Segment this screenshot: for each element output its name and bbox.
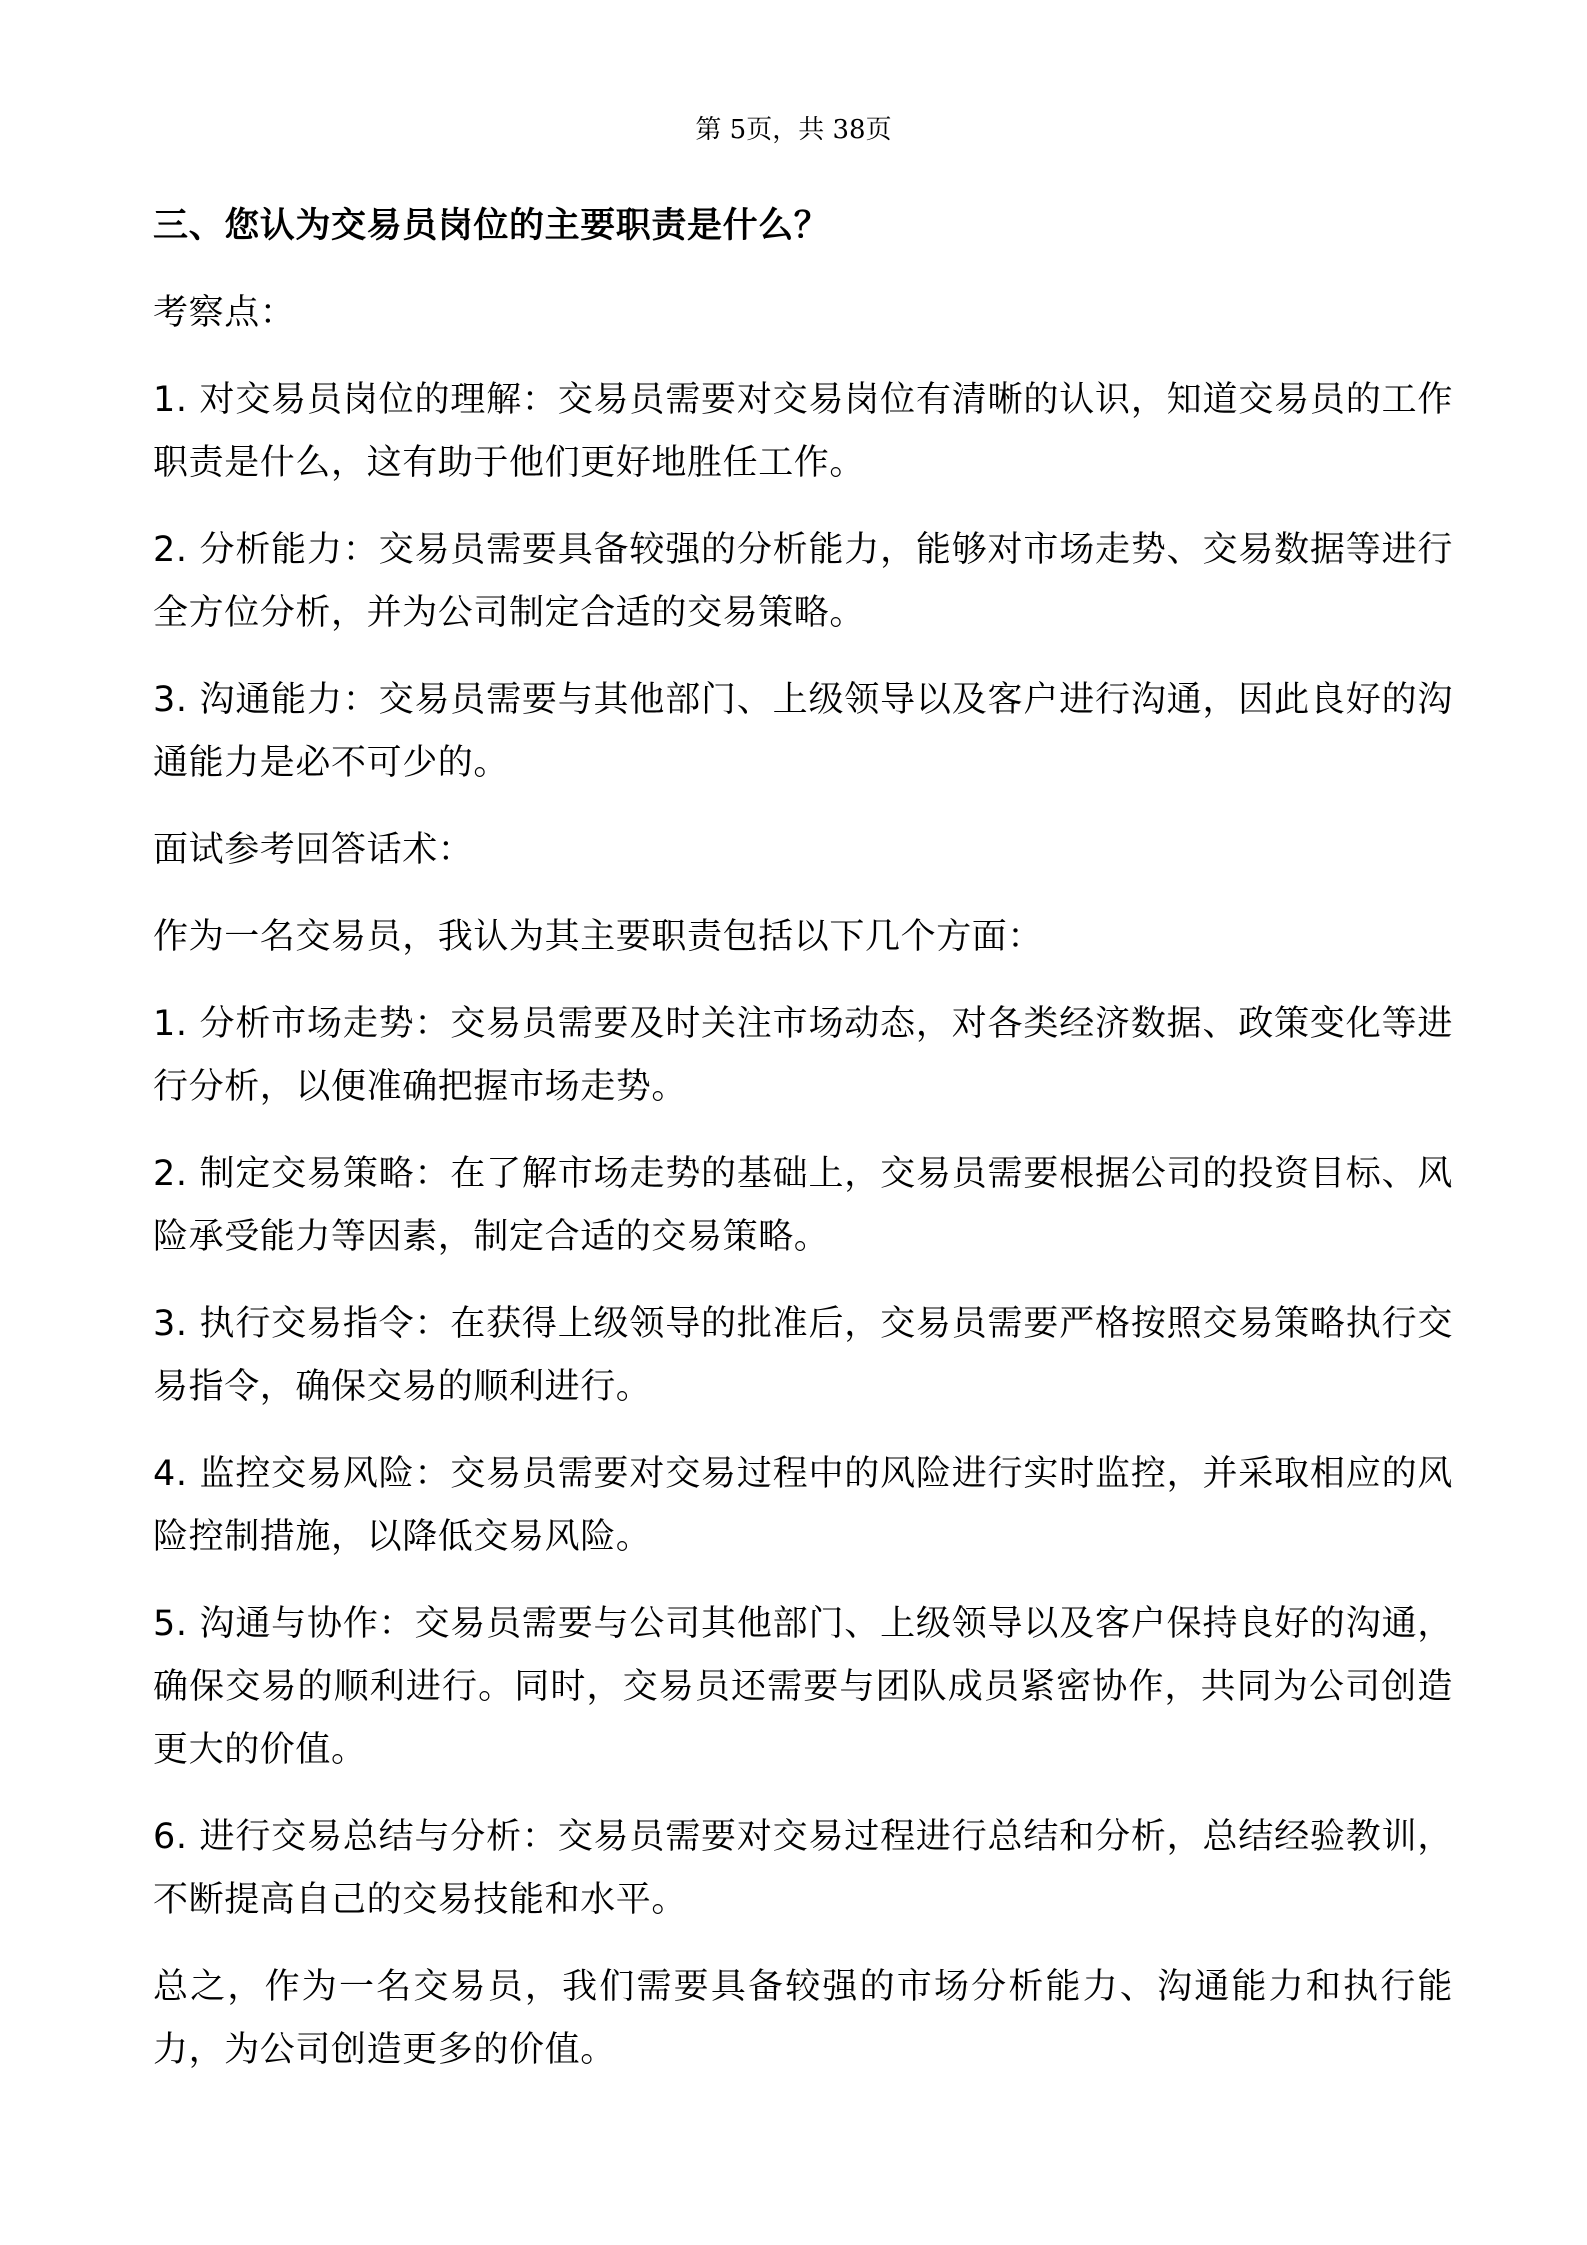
document-body bbox=[153, 195, 1453, 2082]
answer-point: 2. 制定交易策略：在了解市场走势的基础上，交易员需要根据公司的投资目标、风险承受能力等因素，制定合适的交易策略。 bbox=[153, 1154, 1453, 1257]
answer-point: 3. 执行交易指令：在获得上级领导的批准后，交易员需要严格按照交易策略执行交易指令，确保交易的顺利进行。 bbox=[153, 1304, 1453, 1407]
answer-point: 1. 分析市场走势：交易员需要及时关注市场动态，对各类经济数据、政策变化等进行分析，以便准确把握市场走势。 bbox=[153, 1004, 1453, 1107]
section-title: 三、您认为交易员岗位的主要职责是什么？ bbox=[153, 206, 830, 246]
answer-point: 6. 进行交易总结与分析：交易员需要对交易过程进行总结和分析，总结经验教训，不断提高自己的交易技能和水平。 bbox=[153, 1817, 1453, 1920]
answer-point: 4. 监控交易风险：交易员需要对交易过程中的风险进行实时监控，并采取相应的风险控制措施，以降低交易风险。 bbox=[153, 1454, 1453, 1557]
page-indicator: 第 5页，共 38页 bbox=[695, 115, 892, 145]
conclusion: 总之，作为一名交易员，我们需要具备较强的市场分析能力、沟通能力和执行能力，为公司创造更多的价值。 bbox=[153, 1967, 1453, 2070]
answer-intro: 作为一名交易员，我认为其主要职责包括以下几个方面： bbox=[153, 917, 1044, 957]
examination-point: 2. 分析能力：交易员需要具备较强的分析能力，能够对市场走势、交易数据等进行全方位分析，并为公司制定合适的交易策略。 bbox=[153, 530, 1453, 633]
examination-point: 3. 沟通能力：交易员需要与其他部门、上级领导以及客户进行沟通，因此良好的沟通能力是必不可少的。 bbox=[153, 680, 1453, 783]
answer-label: 面试参考回答话术： bbox=[153, 830, 474, 870]
examination-label: 考察点： bbox=[153, 293, 296, 333]
examination-point: 1. 对交易员岗位的理解：交易员需要对交易岗位有清晰的认识，知道交易员的工作职责是什么，这有助于他们更好地胜任工作。 bbox=[153, 380, 1453, 483]
answer-point: 5. 沟通与协作：交易员需要与公司其他部门、上级领导以及客户保持良好的沟通，确保交易的顺利进行。同时，交易员还需要与团队成员紧密协作，共同为公司创造更大的价值。 bbox=[153, 1604, 1453, 1770]
